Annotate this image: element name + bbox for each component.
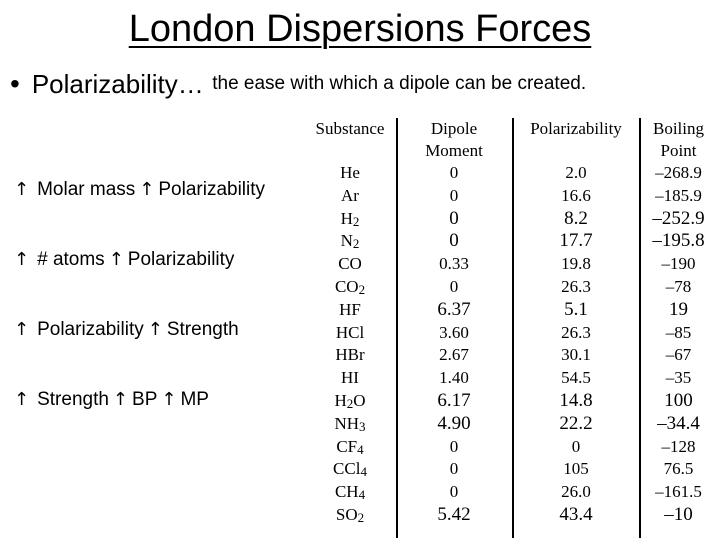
boiling-point-cell: –128 — [661, 436, 696, 456]
boiling-point-cell: 100 — [664, 389, 693, 411]
up-arrow-icon: ↑ — [161, 389, 177, 410]
boiling-point-cell: 76.5 — [663, 459, 694, 479]
relationship-term: Strength — [166, 319, 239, 340]
boiling-point-cell: –252.9 — [652, 207, 705, 229]
polarizability-cell: 43.4 — [559, 503, 593, 525]
polarizability-column — [514, 162, 638, 527]
polarizability-cell: 2.0 — [565, 163, 587, 182]
relationship-item — [14, 316, 239, 344]
dipole-cell: 4.90 — [437, 412, 471, 434]
slide-title-text: London Dispersions Forces — [128, 8, 592, 50]
polarizability-cell: 17.7 — [559, 230, 593, 252]
boiling-point-cell: –10 — [664, 503, 693, 525]
header-dipole-moment: Dipole Moment — [425, 119, 483, 160]
header-polarizability: Polarizability — [530, 119, 622, 138]
relationship-term: MP — [180, 389, 209, 410]
dipole-cell: 0 — [449, 276, 459, 296]
dipole-cell: 0 — [449, 207, 459, 229]
dipole-cell: 0 — [449, 459, 459, 479]
relationship-term: # atoms — [37, 249, 105, 270]
polarizability-cell: 8.2 — [564, 207, 588, 229]
dipole-cell: 6.17 — [437, 389, 471, 411]
bullet-dot-icon: • — [10, 68, 20, 99]
relationship-item — [14, 386, 209, 414]
relationship-term: Polarizability — [127, 249, 235, 270]
boiling-point-cell: –35 — [665, 368, 692, 388]
substance-cell: $SO_2$ — [335, 504, 365, 525]
up-arrow-icon: ↑ — [139, 179, 155, 200]
boiling-point-cell: –85 — [665, 322, 692, 342]
substance-cell: CCl$_4$ — [333, 459, 367, 480]
relationship-term: Polarizability — [158, 179, 266, 200]
relationship-item — [14, 246, 234, 274]
boiling-point-cell: –34.4 — [657, 412, 700, 434]
boiling-point-cell: –268.9 — [655, 163, 702, 182]
substance-column — [306, 162, 394, 527]
polarizability-cell: 26.3 — [561, 322, 591, 342]
dipole-cell: 0 — [449, 163, 459, 182]
substance-cell: HCl — [335, 322, 365, 342]
boiling-point-cell: –78 — [665, 276, 692, 296]
relationship-term: Molar mass — [37, 179, 136, 200]
substance-cell: He — [340, 163, 360, 182]
lead-definition: the ease with which a dipole can be created. — [212, 73, 587, 94]
properties-table — [306, 116, 716, 540]
lead-term: Polarizability… — [31, 68, 204, 99]
dipole-cell: 0 — [449, 482, 459, 502]
substance-cell: HBr — [335, 345, 365, 365]
polarizability-cell: 26.3 — [561, 276, 591, 296]
substance-cell: Ar — [341, 185, 359, 205]
slide-title — [0, 6, 720, 52]
relationship-term: Polarizability — [37, 319, 144, 340]
boiling-point-cell: –67 — [665, 345, 692, 365]
polarizability-cell: 54.5 — [561, 368, 591, 388]
boiling-point-cell: –195.8 — [652, 230, 705, 252]
dipole-column — [398, 162, 510, 527]
up-arrow-icon: ↑ — [14, 389, 30, 410]
dipole-cell: 2.67 — [439, 345, 469, 365]
dipole-cell: 1.40 — [439, 368, 469, 388]
boiling-point-cell: 19 — [669, 298, 688, 320]
dipole-cell: 6.37 — [437, 298, 471, 320]
polarizability-cell: 30.1 — [561, 345, 591, 365]
polarizability-cell: 26.0 — [561, 482, 591, 502]
dipole-cell: 3.60 — [439, 322, 469, 342]
dipole-cell: 0.33 — [439, 254, 469, 274]
polarizability-cell: 19.8 — [561, 254, 591, 274]
polarizability-cell: 5.1 — [564, 298, 588, 320]
up-arrow-icon: ↑ — [14, 179, 30, 200]
dipole-cell: 0 — [449, 436, 459, 456]
header-boiling-point: Boiling Point — [652, 119, 704, 160]
header-substance: Substance — [315, 119, 385, 138]
substance-cell: $CF_4$ — [336, 436, 364, 457]
polarizability-cell: 14.8 — [559, 389, 593, 411]
boiling-point-cell: –190 — [661, 254, 696, 274]
boiling-point-column — [641, 162, 716, 527]
dipole-cell: 0 — [449, 185, 459, 205]
polarizability-cell: 22.2 — [559, 412, 593, 434]
substance-cell: CO — [338, 254, 362, 274]
substance-cell: HF — [339, 299, 361, 319]
relationship-item — [14, 176, 265, 204]
up-arrow-icon: ↑ — [112, 389, 129, 410]
substance-cell: $H_2$ — [340, 208, 360, 229]
lead-bullet — [10, 68, 586, 100]
up-arrow-icon: ↑ — [14, 319, 30, 340]
up-arrow-icon: ↑ — [147, 319, 163, 340]
up-arrow-icon: ↑ — [108, 249, 124, 270]
polarizability-cell: 16.6 — [561, 185, 591, 205]
relationship-term: Strength — [37, 389, 109, 410]
boiling-point-cell: –161.5 — [655, 482, 702, 502]
substance-cell: $N_2$ — [340, 231, 360, 252]
up-arrow-icon: ↑ — [14, 249, 30, 270]
substance-cell: $CO_2$ — [334, 276, 366, 297]
polarizability-cell: 105 — [563, 459, 589, 479]
substance-cell: $CH_4$ — [334, 482, 366, 503]
substance-cell: $NH_3$ — [334, 413, 366, 434]
relationship-term: BP — [132, 389, 158, 410]
dipole-cell: 5.42 — [437, 503, 471, 525]
substance-cell: HI — [341, 368, 359, 388]
boiling-point-cell: –185.9 — [655, 185, 702, 205]
polarizability-cell: 0 — [571, 436, 581, 456]
dipole-cell: 0 — [449, 230, 459, 252]
substance-cell: $H_2O$ — [334, 390, 366, 411]
